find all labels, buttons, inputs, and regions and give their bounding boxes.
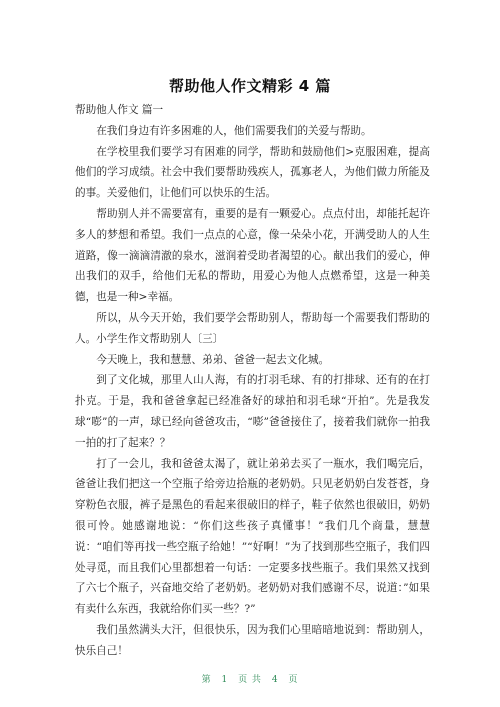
- document-title: 帮助他人作文精彩 4 篇: [169, 77, 331, 95]
- footer-middle: 页 共: [238, 675, 262, 685]
- paragraph: 到了文化城，那里人山人海，有的打羽毛球、有的打排球、还有的在打扑克。于是，我和爸爸拿起已经准备好的球拍和羽毛球“开拍”。先是我发球“嘭”的一声，球已经向爸爸攻击，“嘭”爸爸接住了，接着我们就你一拍我一拍的打了起来？？: [75, 374, 430, 449]
- paragraph: 所以，从今天开始，我们要学会帮助别人，帮助每一个需要我们帮助的人。小学生作文帮助别人〔三〕: [75, 311, 430, 345]
- footer-suffix: 页: [288, 675, 299, 685]
- page-footer: [0, 672, 500, 685]
- footer-page-number: 1: [221, 675, 229, 685]
- paragraph: 帮助他人作文 篇一: [75, 104, 164, 116]
- document-body: [75, 100, 430, 662]
- footer-total-pages: 4: [271, 675, 279, 685]
- paragraph: 在学校里我们要学习有困难的同学，帮助和鼓励他们>克服困难，提高他们的学习成绩。社会中我们要帮助残疾人，孤寡老人，为他们做力所能及的事。关爱他们，让他们可以快乐的生活。: [75, 145, 430, 200]
- footer-prefix: 第: [201, 675, 212, 685]
- paragraph: 今天晚上，我和慧慧、弟弟、爸爸一起去文化城。: [96, 353, 330, 366]
- paragraph: 打了一会儿，我和爸爸太渴了，就让弟弟去买了一瓶水，我们喝完后，爸爸让我们把这一个空瓶子给旁边拾瓶的老奶奶。只见老奶奶白发苍苍，身穿粉色衣服，裤子是黑色的看起来很破旧的样子，鞋子依然也很破旧，奶奶很可怜。她感谢地说：“你们这些孩子真懂事！”我们几个商量，慧慧说：“咱们等再找一些空瓶子给她！”“好啊！”为了找到那些空瓶子，我们四处寻觅，而且我们心里都想着一句话：一定要多找些瓶子。我们果然又找到了六七个瓶子，兴奋地交给了老奶奶。老奶奶对我们感谢不尽，说道：”如果有卖什么东西，我就给你们买一些？?”: [75, 457, 430, 616]
- paragraph: 在我们身边有许多困难的人，他们需要我们的关爱与帮助。: [96, 124, 372, 137]
- paragraph: 我们虽然满头大汗，但很快乐，因为我们心里暗暗地说到：帮助别人，快乐自己！: [75, 623, 430, 657]
- paragraph: 帮助别人并不需要富有，重要的是有一颗爱心。点点付出，却能托起许多人的梦想和希望。我们一点点的心意，像一朵朵小花，开满受助人的人生道路，像一滴滴清澈的泉水，滋润着受助者渴望的心。献出我们的爱心，伸出我们的双手，给他们无私的帮助，用爱心为他人点燃希望，这是一种美德，也是一种>幸福。: [75, 207, 430, 304]
